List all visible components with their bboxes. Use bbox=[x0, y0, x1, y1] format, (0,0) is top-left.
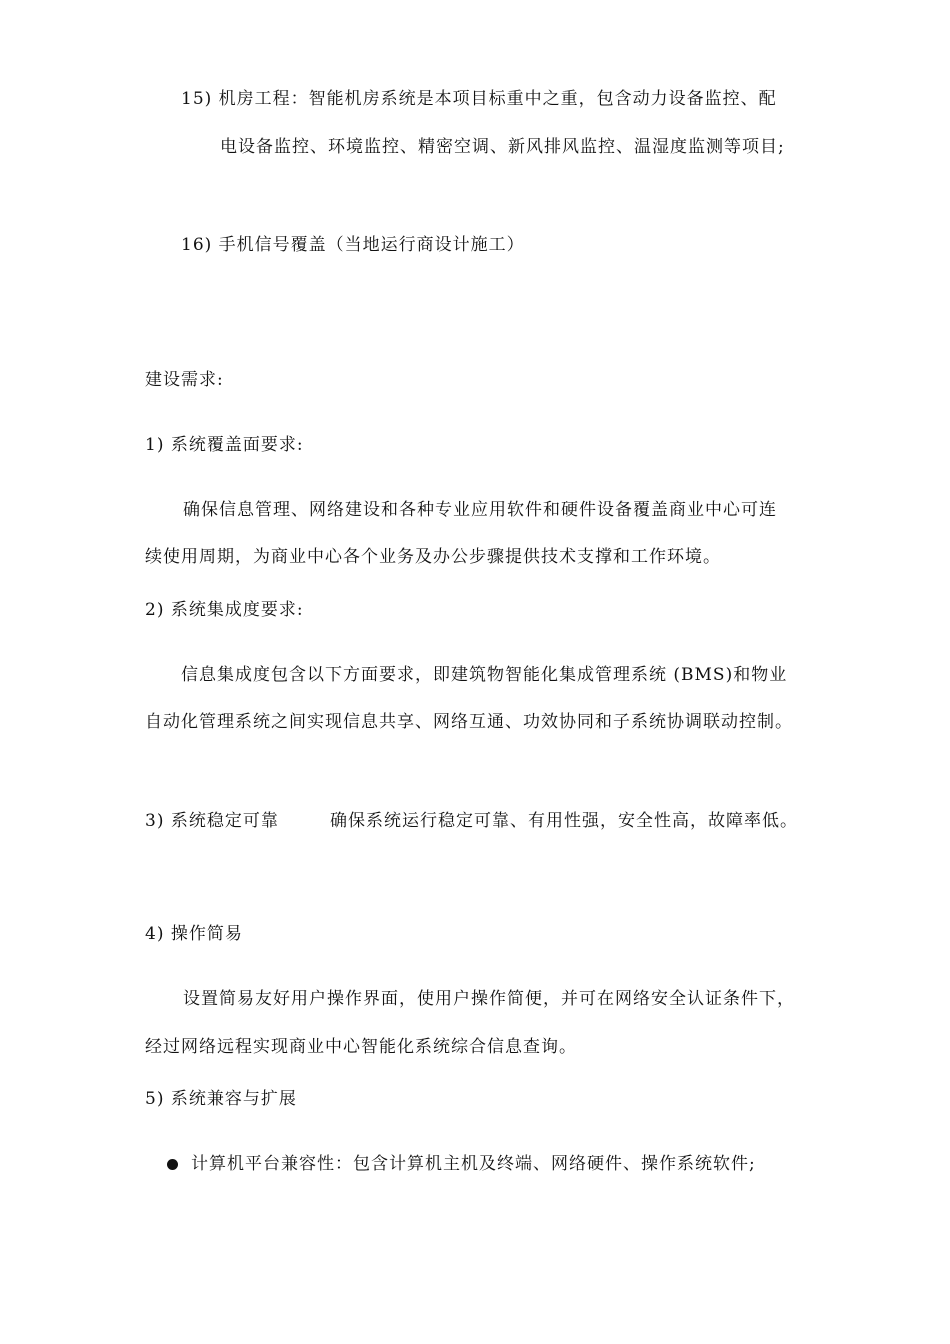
req2-paragraph-line-1: 信息集成度包含以下方面要求，即建筑物智能化集成管理系统 (BMS)和物业 bbox=[181, 665, 788, 685]
item-15-line-2: 电设备监控、环境监控、精密空调、新风排风监控、温湿度监测等项目; bbox=[220, 137, 785, 157]
item-15-line-1: 15) 机房工程：智能机房系统是本项目标重中之重，包含动力设备监控、配 bbox=[181, 89, 777, 109]
item-16: 16) 手机信号覆盖（当地运行商设计施工） bbox=[181, 235, 525, 255]
req2-heading: 2) 系统集成度要求: bbox=[145, 600, 304, 620]
req3-text: 确保系统运行稳定可靠、有用性强，安全性高，故障率低。 bbox=[330, 811, 798, 831]
req5-heading: 5) 系统兼容与扩展 bbox=[145, 1089, 297, 1109]
req4-paragraph-line-1: 设置简易友好用户操作界面，使用户操作简便，并可在网络安全认证条件下， bbox=[183, 989, 795, 1009]
req4-heading: 4) 操作简易 bbox=[145, 924, 243, 944]
req2-paragraph-line-2: 自动化管理系统之间实现信息共享、网络互通、功效协同和子系统协调联动控制。 bbox=[145, 712, 793, 732]
bullet-icon bbox=[167, 1159, 178, 1170]
req1-paragraph-line-1: 确保信息管理、网络建设和各种专业应用软件和硬件设备覆盖商业中心可连 bbox=[183, 500, 777, 520]
req3-heading: 3) 系统稳定可靠 bbox=[145, 811, 279, 831]
req1-paragraph-line-2: 续使用周期，为商业中心各个业务及办公步骤提供技术支撑和工作环境。 bbox=[145, 547, 721, 567]
req5-bullet-1: 计算机平台兼容性：包含计算机主机及终端、网络硬件、操作系统软件; bbox=[191, 1154, 756, 1174]
req4-paragraph-line-2: 经过网络远程实现商业中心智能化系统综合信息查询。 bbox=[145, 1037, 577, 1057]
section-title: 建设需求: bbox=[145, 370, 224, 390]
req1-heading: 1) 系统覆盖面要求: bbox=[145, 435, 304, 455]
